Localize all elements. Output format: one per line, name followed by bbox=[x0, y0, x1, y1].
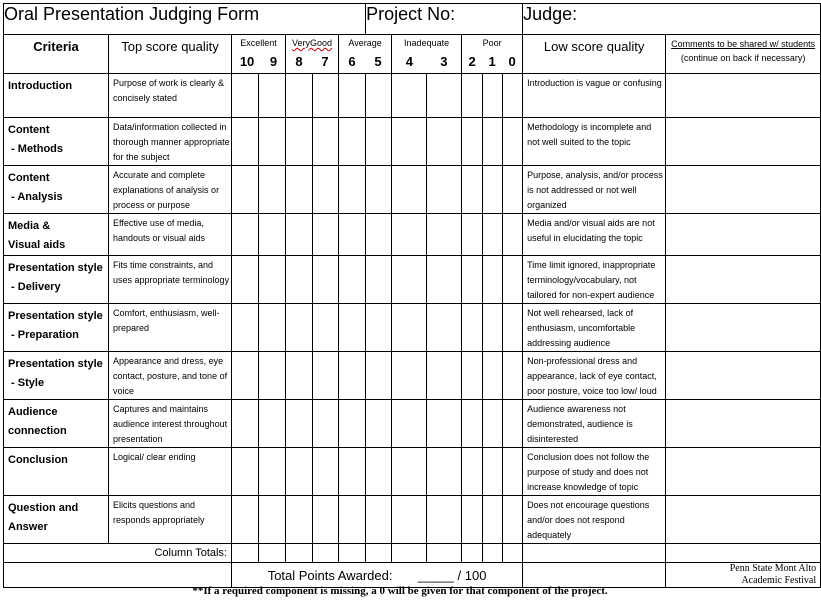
penn-state-line1: Penn State Mont Alto bbox=[729, 563, 817, 574]
score-cell[interactable] bbox=[259, 214, 286, 256]
column-totals-blank bbox=[523, 544, 666, 563]
score-cell[interactable] bbox=[366, 352, 392, 400]
total-points-blank bbox=[4, 563, 232, 588]
score-cell[interactable] bbox=[259, 352, 286, 400]
comments-cell[interactable] bbox=[666, 352, 821, 400]
criteria-row bbox=[4, 304, 821, 352]
score-cell[interactable] bbox=[339, 256, 366, 304]
comments-cell[interactable] bbox=[666, 304, 821, 352]
score-cell[interactable] bbox=[483, 166, 503, 214]
column-total-cell[interactable] bbox=[366, 544, 392, 563]
score-cell[interactable] bbox=[286, 400, 313, 448]
score-cell[interactable] bbox=[339, 496, 366, 544]
score-cell[interactable] bbox=[339, 118, 366, 166]
column-totals-row bbox=[4, 544, 821, 563]
comments-header-note: (continue on back if necessary) bbox=[680, 53, 806, 63]
score-cell[interactable] bbox=[462, 496, 483, 544]
column-total-cell[interactable] bbox=[483, 544, 503, 563]
score-cell[interactable] bbox=[286, 166, 313, 214]
score-cell[interactable] bbox=[462, 352, 483, 400]
score-cell[interactable] bbox=[259, 256, 286, 304]
score-cell[interactable] bbox=[427, 352, 462, 400]
criteria-label: Presentation style bbox=[8, 262, 103, 274]
score-cell[interactable] bbox=[232, 496, 259, 544]
criteria-label: Media & bbox=[8, 220, 51, 232]
comments-header-title: Comments to be shared w/ students bbox=[671, 39, 816, 49]
score-number: 8 bbox=[295, 54, 303, 69]
score-cell[interactable] bbox=[503, 74, 523, 118]
score-cell[interactable] bbox=[366, 304, 392, 352]
top-score-description: Purpose of work is clearly & concisely stated bbox=[109, 74, 232, 118]
top-score-description: Captures and maintains audience interest throughout presentation bbox=[109, 400, 232, 448]
score-number: 10 bbox=[239, 54, 255, 69]
score-number: 5 bbox=[374, 54, 382, 69]
score-cell[interactable] bbox=[483, 74, 503, 118]
total-points-row bbox=[4, 563, 821, 588]
score-cell[interactable] bbox=[462, 74, 483, 118]
score-group-excellent bbox=[232, 35, 286, 74]
criteria-label: - Preparation bbox=[8, 329, 79, 341]
judging-form bbox=[3, 3, 817, 586]
score-cell[interactable] bbox=[313, 496, 339, 544]
low-score-description: Not well rehearsed, lack of enthusiasm, uncomfortable addressing audience bbox=[523, 304, 666, 352]
score-cell[interactable] bbox=[392, 256, 427, 304]
criteria-cell bbox=[4, 118, 109, 166]
column-header-row bbox=[4, 35, 821, 74]
column-total-cell[interactable] bbox=[462, 544, 483, 563]
project-no-label: Project No: bbox=[366, 4, 523, 35]
column-total-cell[interactable] bbox=[339, 544, 366, 563]
score-cell[interactable] bbox=[366, 166, 392, 214]
score-cell[interactable] bbox=[503, 448, 523, 496]
low-score-description: Non-professional dress and appearance, lack of eye contact, poor posture, voice too low/ loud bbox=[523, 352, 666, 400]
criteria-cell bbox=[4, 214, 109, 256]
score-cell[interactable] bbox=[232, 166, 259, 214]
score-cell[interactable] bbox=[483, 400, 503, 448]
score-cell[interactable] bbox=[392, 496, 427, 544]
comments-cell[interactable] bbox=[666, 400, 821, 448]
criteria-label: Audience bbox=[8, 406, 58, 418]
score-cell[interactable] bbox=[286, 352, 313, 400]
score-number: 2 bbox=[468, 54, 476, 69]
comments-cell[interactable] bbox=[666, 256, 821, 304]
score-cell[interactable] bbox=[313, 166, 339, 214]
score-group-label: Poor bbox=[482, 38, 502, 48]
score-cell[interactable] bbox=[232, 118, 259, 166]
score-cell[interactable] bbox=[427, 74, 462, 118]
form-title: Oral Presentation Judging Form bbox=[4, 4, 366, 35]
score-cell[interactable] bbox=[313, 352, 339, 400]
score-cell[interactable] bbox=[483, 118, 503, 166]
score-cell[interactable] bbox=[427, 496, 462, 544]
score-group-poor bbox=[462, 35, 523, 74]
score-cell[interactable] bbox=[313, 256, 339, 304]
criteria-label: - Analysis bbox=[8, 191, 63, 203]
top-score-description: Comfort, enthusiasm, well-prepared bbox=[109, 304, 232, 352]
score-cell[interactable] bbox=[503, 166, 523, 214]
score-cell[interactable] bbox=[232, 74, 259, 118]
score-cell[interactable] bbox=[427, 214, 462, 256]
score-group-inadequate bbox=[392, 35, 462, 74]
score-cell[interactable] bbox=[286, 256, 313, 304]
score-cell[interactable] bbox=[339, 352, 366, 400]
score-cell[interactable] bbox=[313, 214, 339, 256]
score-cell[interactable] bbox=[259, 166, 286, 214]
header-row bbox=[4, 4, 821, 35]
criteria-cell bbox=[4, 496, 109, 544]
score-cell[interactable] bbox=[339, 214, 366, 256]
score-cell[interactable] bbox=[259, 74, 286, 118]
score-cell[interactable] bbox=[286, 448, 313, 496]
score-cell[interactable] bbox=[503, 304, 523, 352]
criteria-label: Answer bbox=[8, 521, 48, 533]
score-cell[interactable] bbox=[366, 256, 392, 304]
criteria-header: Criteria bbox=[4, 35, 109, 74]
score-cell[interactable] bbox=[462, 166, 483, 214]
low-score-description: Media and/or visual aids are not useful in elucidating the topic bbox=[523, 214, 666, 256]
criteria-cell bbox=[4, 74, 109, 118]
score-cell[interactable] bbox=[232, 304, 259, 352]
low-score-header: Low score quality bbox=[523, 35, 666, 74]
score-cell[interactable] bbox=[483, 448, 503, 496]
score-cell[interactable] bbox=[392, 352, 427, 400]
total-points-awarded[interactable]: Total Points Awarded: _____ / 100 bbox=[232, 563, 523, 588]
column-total-cell[interactable] bbox=[392, 544, 427, 563]
comments-cell[interactable] bbox=[666, 496, 821, 544]
low-score-description: Introduction is vague or confusing bbox=[523, 74, 666, 118]
criteria-cell bbox=[4, 256, 109, 304]
score-cell[interactable] bbox=[339, 74, 366, 118]
judge-label: Judge: bbox=[523, 4, 821, 35]
score-number: 0 bbox=[508, 54, 516, 69]
column-total-cell[interactable] bbox=[232, 544, 259, 563]
criteria-row bbox=[4, 352, 821, 400]
missing-component-note: **If a required component is missing, a 0 will be given for that component of the project. bbox=[192, 585, 608, 597]
score-cell[interactable] bbox=[462, 118, 483, 166]
score-cell[interactable] bbox=[313, 304, 339, 352]
score-cell[interactable] bbox=[366, 118, 392, 166]
criteria-label: - Style bbox=[8, 377, 45, 389]
low-score-description: Methodology is incomplete and not well suited to the topic bbox=[523, 118, 666, 166]
score-cell[interactable] bbox=[286, 496, 313, 544]
score-cell[interactable] bbox=[286, 118, 313, 166]
top-score-description: Fits time constraints, and uses appropriate terminology bbox=[109, 256, 232, 304]
score-cell[interactable] bbox=[503, 214, 523, 256]
criteria-label: - Delivery bbox=[8, 281, 61, 293]
score-cell[interactable] bbox=[366, 400, 392, 448]
score-number: 3 bbox=[440, 54, 448, 69]
score-group-average bbox=[339, 35, 392, 74]
score-group-label: Excellent bbox=[240, 38, 277, 48]
score-cell[interactable] bbox=[313, 74, 339, 118]
judging-table bbox=[3, 3, 821, 588]
score-cell[interactable] bbox=[392, 448, 427, 496]
score-cell[interactable] bbox=[483, 214, 503, 256]
penn-state-label bbox=[666, 563, 821, 588]
score-cell[interactable] bbox=[462, 304, 483, 352]
criteria-label: Content bbox=[8, 124, 50, 136]
score-number: 9 bbox=[269, 54, 278, 69]
score-cell[interactable] bbox=[232, 448, 259, 496]
score-cell[interactable] bbox=[286, 214, 313, 256]
score-cell[interactable] bbox=[313, 400, 339, 448]
score-cell[interactable] bbox=[392, 118, 427, 166]
column-total-cell[interactable] bbox=[259, 544, 286, 563]
top-score-description: Logical/ clear ending bbox=[109, 448, 232, 496]
score-cell[interactable] bbox=[366, 496, 392, 544]
score-cell[interactable] bbox=[232, 214, 259, 256]
score-cell[interactable] bbox=[427, 400, 462, 448]
comments-cell[interactable] bbox=[666, 214, 821, 256]
score-cell[interactable] bbox=[259, 496, 286, 544]
column-totals-label: Column Totals: bbox=[4, 544, 232, 563]
score-cell[interactable] bbox=[462, 214, 483, 256]
score-cell[interactable] bbox=[392, 214, 427, 256]
score-cell[interactable] bbox=[232, 400, 259, 448]
criteria-cell bbox=[4, 352, 109, 400]
criteria-cell bbox=[4, 166, 109, 214]
score-cell[interactable] bbox=[286, 74, 313, 118]
column-total-cell[interactable] bbox=[313, 544, 339, 563]
score-cell[interactable] bbox=[427, 304, 462, 352]
top-score-description: Effective use of media, handouts or visual aids bbox=[109, 214, 232, 256]
comments-cell[interactable] bbox=[666, 448, 821, 496]
low-score-description: Does not encourage questions and/or does not respond adequately bbox=[523, 496, 666, 544]
comments-cell[interactable] bbox=[666, 118, 821, 166]
criteria-row bbox=[4, 256, 821, 304]
score-group-label: VeryGood bbox=[291, 38, 333, 48]
column-total-cell[interactable] bbox=[427, 544, 462, 563]
criteria-label: Visual aids bbox=[8, 239, 66, 251]
score-cell[interactable] bbox=[339, 304, 366, 352]
score-cell[interactable] bbox=[366, 448, 392, 496]
criteria-row bbox=[4, 448, 821, 496]
score-cell[interactable] bbox=[503, 496, 523, 544]
score-cell[interactable] bbox=[427, 448, 462, 496]
score-number: 7 bbox=[321, 54, 329, 69]
score-cell[interactable] bbox=[259, 304, 286, 352]
score-cell[interactable] bbox=[483, 256, 503, 304]
criteria-label: Conclusion bbox=[8, 454, 68, 466]
score-cell[interactable] bbox=[462, 256, 483, 304]
criteria-label: Presentation style bbox=[8, 310, 103, 322]
criteria-row bbox=[4, 166, 821, 214]
score-cell[interactable] bbox=[427, 118, 462, 166]
column-totals-blank bbox=[666, 544, 821, 563]
score-cell[interactable] bbox=[366, 214, 392, 256]
criteria-label: - Methods bbox=[8, 143, 63, 155]
criteria-row bbox=[4, 400, 821, 448]
score-cell[interactable] bbox=[483, 304, 503, 352]
score-number: 1 bbox=[488, 54, 496, 69]
low-score-description: Conclusion does not follow the purpose of study and does not increase knowledge of topic bbox=[523, 448, 666, 496]
score-cell[interactable] bbox=[232, 256, 259, 304]
low-score-description: Time limit ignored, inappropriate terminology/vocabulary, not tailored for non-expert audience bbox=[523, 256, 666, 304]
score-cell[interactable] bbox=[462, 448, 483, 496]
score-cell[interactable] bbox=[259, 400, 286, 448]
top-score-description: Appearance and dress, eye contact, posture, and tone of voice bbox=[109, 352, 232, 400]
score-cell[interactable] bbox=[503, 352, 523, 400]
score-cell[interactable] bbox=[339, 400, 366, 448]
criteria-row bbox=[4, 496, 821, 544]
low-score-description: Purpose, analysis, and/or process is not addressed or not well organized bbox=[523, 166, 666, 214]
score-cell[interactable] bbox=[392, 166, 427, 214]
score-cell[interactable] bbox=[427, 256, 462, 304]
score-cell[interactable] bbox=[462, 400, 483, 448]
score-cell[interactable] bbox=[366, 74, 392, 118]
score-cell[interactable] bbox=[392, 304, 427, 352]
criteria-row bbox=[4, 118, 821, 166]
score-cell[interactable] bbox=[313, 448, 339, 496]
total-points-blank bbox=[523, 563, 666, 588]
column-total-cell[interactable] bbox=[286, 544, 313, 563]
top-score-header: Top score quality bbox=[109, 35, 232, 74]
score-cell[interactable] bbox=[339, 448, 366, 496]
criteria-cell bbox=[4, 400, 109, 448]
score-group-label: Inadequate bbox=[404, 38, 450, 48]
score-group-label: Average bbox=[348, 38, 382, 48]
score-cell[interactable] bbox=[259, 448, 286, 496]
criteria-row bbox=[4, 214, 821, 256]
comments-cell[interactable] bbox=[666, 74, 821, 118]
score-cell[interactable] bbox=[503, 400, 523, 448]
score-cell[interactable] bbox=[503, 118, 523, 166]
top-score-description: Data/information collected in thorough manner appropriate for the subject bbox=[109, 118, 232, 166]
score-cell[interactable] bbox=[427, 166, 462, 214]
top-score-description: Accurate and complete explanations of analysis or process or purpose bbox=[109, 166, 232, 214]
score-cell[interactable] bbox=[392, 74, 427, 118]
comments-header bbox=[666, 35, 821, 74]
score-cell[interactable] bbox=[483, 352, 503, 400]
low-score-description: Audience awareness not demonstrated, audience is disinterested bbox=[523, 400, 666, 448]
criteria-label: Presentation style bbox=[8, 358, 103, 370]
penn-state-line2: Academic Festival bbox=[741, 575, 817, 586]
score-number: 4 bbox=[405, 54, 413, 69]
score-group-very-good bbox=[286, 35, 339, 74]
score-cell[interactable] bbox=[232, 352, 259, 400]
score-cell[interactable] bbox=[313, 118, 339, 166]
comments-cell[interactable] bbox=[666, 166, 821, 214]
top-score-description: Elicits questions and responds appropriately bbox=[109, 496, 232, 544]
criteria-label: Content bbox=[8, 172, 50, 184]
score-number: 6 bbox=[348, 54, 356, 69]
score-cell[interactable] bbox=[483, 496, 503, 544]
criteria-cell bbox=[4, 448, 109, 496]
criteria-label: connection bbox=[8, 425, 67, 437]
score-cell[interactable] bbox=[503, 256, 523, 304]
criteria-cell bbox=[4, 304, 109, 352]
column-total-cell[interactable] bbox=[503, 544, 523, 563]
score-cell[interactable] bbox=[339, 166, 366, 214]
criteria-label: Introduction bbox=[8, 80, 73, 92]
score-cell[interactable] bbox=[392, 400, 427, 448]
score-cell[interactable] bbox=[259, 118, 286, 166]
score-cell[interactable] bbox=[286, 304, 313, 352]
criteria-label: Question and bbox=[8, 502, 79, 514]
criteria-row bbox=[4, 74, 821, 118]
